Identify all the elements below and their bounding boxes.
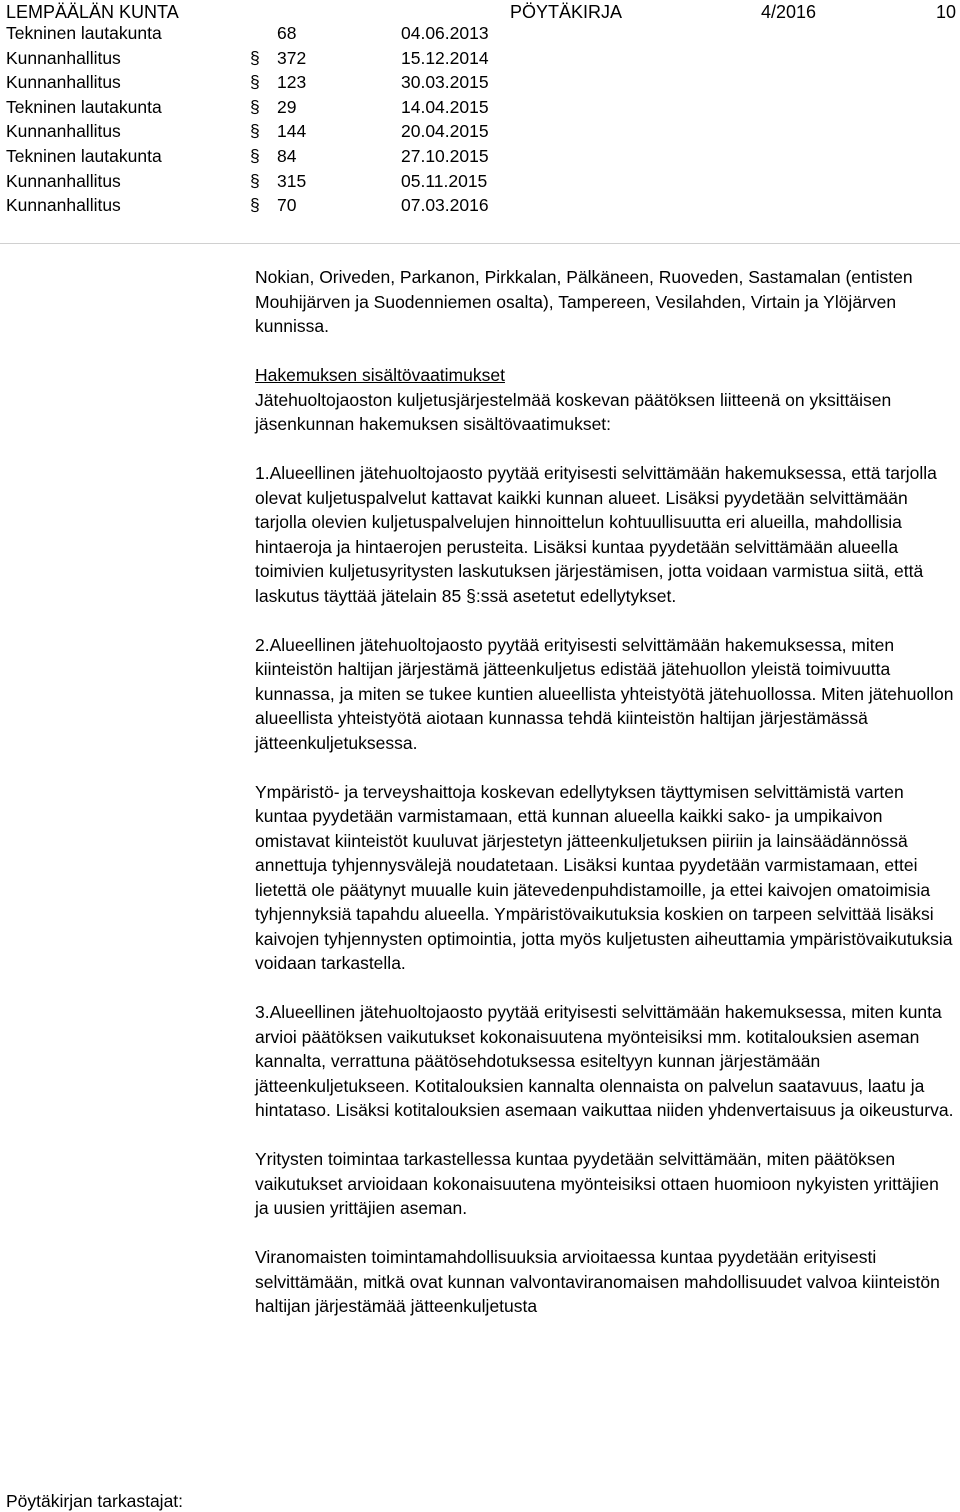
decision-number: 144 xyxy=(277,121,307,142)
decision-row xyxy=(0,144,960,169)
document-body xyxy=(255,265,955,1343)
decision-number: 68 xyxy=(277,23,297,43)
divider xyxy=(0,243,960,244)
requirements-heading: Hakemuksen sisältövaatimukset xyxy=(255,365,505,385)
municipalities-paragraph: Nokian, Oriveden, Parkanon, Pirkkalan, Pälkäneen, Ruoveden, Sastamalan (entisten Mouhijärven ja Suodenniemen osalta), Tampereen, Vesilahden, Virtain ja Ylöjärven kunnissa. xyxy=(255,267,913,336)
section-sign: § xyxy=(250,96,260,117)
decision-body: Kunnanhallitus xyxy=(6,72,121,93)
authorities-paragraph: Viranomaisten toimintamahdollisuuksia arvioitaessa kuntaa pyydetään erityisesti selvittämään, mitkä ovat kunnan valvontaviranomaisen mahdollisuudet valvoa kiinteistön haltijan järjestämää jätteenkuljetusta xyxy=(255,1247,940,1316)
reviewers-label: Pöytäkirjan tarkastajat: xyxy=(6,1491,184,1511)
section-sign: § xyxy=(250,72,260,93)
decision-body: Tekninen lautakunta xyxy=(6,96,162,117)
section-heading xyxy=(255,363,955,388)
companies-paragraph: Yritysten toimintaa tarkastellessa kuntaa pyydetään selvittämään, miten päätöksen vaikutukset arvioidaan kokonaisuutena myönteisiksi ottaen huomioon nykyisten yrittäjien ja uusien yrittäjien aseman. xyxy=(255,1149,939,1218)
decision-row xyxy=(0,70,960,95)
document-number: 4/2016 xyxy=(761,2,817,22)
decision-number: 70 xyxy=(277,195,297,216)
decision-number: 84 xyxy=(277,145,297,166)
decision-row xyxy=(0,21,960,46)
decision-date: 07.03.2016 xyxy=(401,195,489,216)
decision-row xyxy=(0,169,960,194)
decision-body: Kunnanhallitus xyxy=(6,170,121,191)
municipality-name: LEMPÄÄLÄN KUNTA xyxy=(6,2,179,22)
decision-row xyxy=(0,46,960,71)
section-sign: § xyxy=(250,121,260,142)
section-sign: § xyxy=(250,195,260,216)
section-sign: § xyxy=(250,145,260,166)
decision-number: 29 xyxy=(277,96,297,117)
decision-number: 123 xyxy=(277,72,307,93)
environment-paragraph: Ympäristö- ja terveyshaittoja koskevan edellytyksen täyttymisen selvittämistä varten kuntaa pyydetään varmistamaan, että kunnan alueella kaikki sako- ja umpikaivon omistavat kiinteistöt kuuluvat järjestetyn jätteenkuljetuksen piiriin ja lainsäädännössä annettuja tyhjennysvälejä noudatetaan. Lisäksi kuntaa pyydetään varmistamaan, ettei lietettä ole päätynyt muualle kuin jätevedenpuhdistamoille, ja ettei kaivojen omatoimisia tyhjennyksiä tapahdu alueella. Ympäristövaikutuksia koskien on tarpeen selvittää lisäksi kaivojen tyhjennysten optimointia, jotta myös kuljetusten aiheuttamia ympäristövaikutuksia voidaan tarkastella. xyxy=(255,781,953,973)
requirement-item-2: 2.Alueellinen jätehuoltojaosto pyytää erityisesti selvittämään hakemuksessa, miten kiinteistön haltijan järjestämä jätteenkuljetus edistää jätehuollon yleistä toimivuutta kunnassa, ja miten se tukee kuntien alueellista yhteistyötä jätehuollossa. Miten jätehuollon alueellista yhteistyötä aiotaan kunnassa tehdä kiinteistön haltijan järjestämässä jätteenkuljetuksessa. xyxy=(255,634,954,753)
section-sign: § xyxy=(250,47,260,68)
decision-number: 315 xyxy=(277,170,307,191)
decision-date: 27.10.2015 xyxy=(401,145,489,166)
document-type: PÖYTÄKIRJA xyxy=(510,2,623,22)
decision-body: Kunnanhallitus xyxy=(6,195,121,216)
decision-body: Tekninen lautakunta xyxy=(6,23,162,43)
decision-body: Tekninen lautakunta xyxy=(6,145,162,166)
section-sign: § xyxy=(250,170,260,191)
requirements-intro: Jätehuoltojaoston kuljetusjärjestelmää koskevan päätöksen liitteenä on yksittäisen jäsenkunnan hakemuksen sisältövaatimukset: xyxy=(255,389,892,434)
decision-date: 14.04.2015 xyxy=(401,96,489,117)
decision-row xyxy=(0,119,960,144)
page-number: 10 xyxy=(936,2,957,22)
decision-body: Kunnanhallitus xyxy=(6,47,121,68)
decision-date: 15.12.2014 xyxy=(401,47,489,68)
decision-number: 372 xyxy=(277,47,307,68)
requirement-item-1: 1.Alueellinen jätehuoltojaosto pyytää erityisesti selvittämään hakemuksessa, että tarjolla olevat kuljetuspalvelut kattavat kaikki kunnan alueet. Lisäksi pyydetään selvittämään tarjolla olevien kuljetuspalvelujen hinnoittelun kohtuullisuutta eri alueilla, mahdollisia hintaeroja ja hintaerojen perusteita. Lisäksi kuntaa pyydetään selvittämään alueella toimivien kuljetusyritysten laskutuksen järjestämisen, jotta voidaan varmistua siitä, että laskutus täyttää jätelain 85 §:ssä asetetut edellytykset. xyxy=(255,463,937,606)
decision-history-list xyxy=(0,21,960,218)
decision-row xyxy=(0,95,960,120)
decision-row xyxy=(0,193,960,218)
requirement-item-3: 3.Alueellinen jätehuoltojaosto pyytää erityisesti selvittämään hakemuksessa, miten kunta arvioi päätöksen vaikutukset kokonaisuutena myönteisiksi mm. kotitalouksien aseman kannalta, verrattuna päätösehdotuksessa esiteltyyn kunnan järjestämään jätteenkuljetukseen. Kotitalouksien kannalta olennaista on palvelun saatavuus, laatu ja hintataso. Lisäksi kotitalouksien asemaan vaikuttaa niiden yhdenvertaisuus ja oikeusturva. xyxy=(255,1002,954,1120)
decision-date: 04.06.2013 xyxy=(401,23,489,43)
decision-date: 30.03.2015 xyxy=(401,72,489,93)
decision-date: 20.04.2015 xyxy=(401,121,489,142)
decision-date: 05.11.2015 xyxy=(401,170,488,191)
decision-body: Kunnanhallitus xyxy=(6,121,121,142)
